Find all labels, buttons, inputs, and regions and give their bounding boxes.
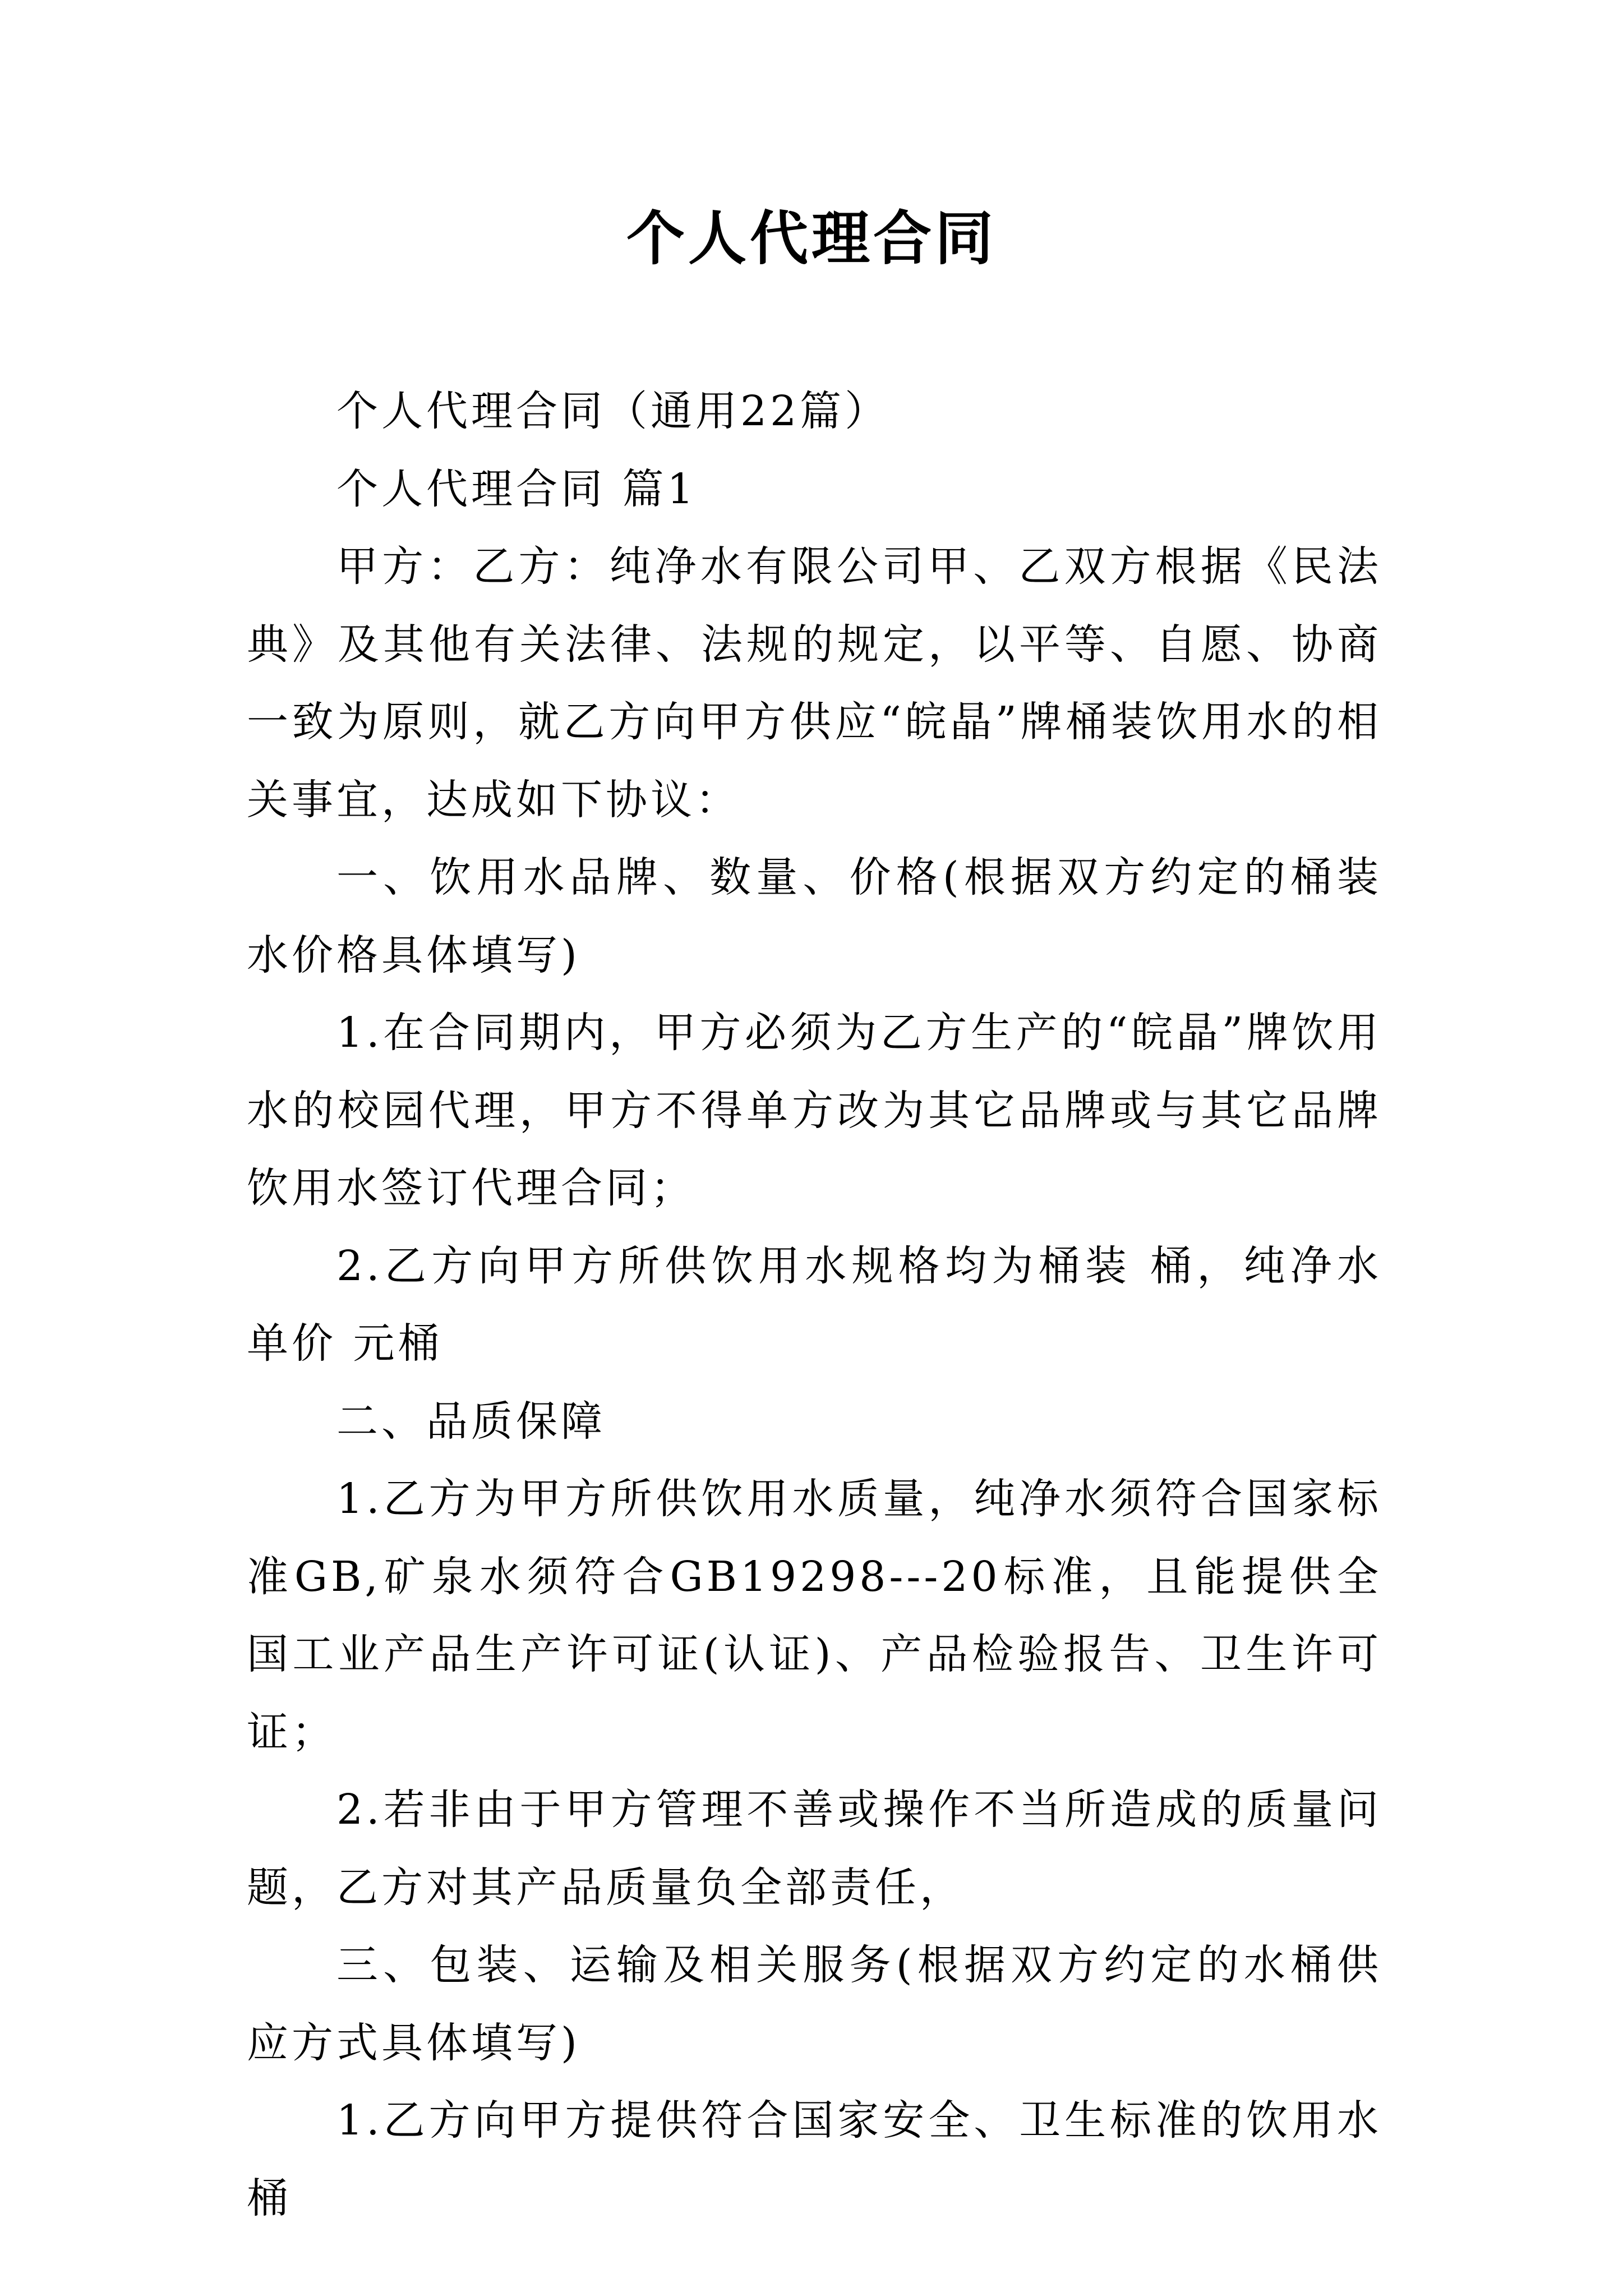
clause-item-paragraph: 1.乙方向甲方提供符合国家安全、卫生标准的饮用水桶 bbox=[247, 2096, 1382, 2223]
clause-item-paragraph: 1.在合同期内，甲方必须为乙方生产的“皖晶”牌饮用水的校园代理，甲方不得单方改为其它品牌或与其它品牌饮用水签订代理合同； bbox=[247, 1009, 1382, 1212]
clause-item-paragraph: 2.若非由于甲方管理不善或操作不当所造成的质量问题，乙方对其产品质量负全部责任， bbox=[247, 1786, 1382, 1912]
clause-heading-paragraph: 三、包装、运输及相关服务(根据双方约定的水桶供应方式具体填写) bbox=[247, 1941, 1382, 2067]
clause-heading-paragraph: 二、品质保障 bbox=[336, 1397, 606, 1446]
document-title: 个人代理合同 bbox=[626, 204, 997, 273]
document-body bbox=[247, 372, 1382, 2237]
clause-item-paragraph: 2.乙方向甲方所供饮用水规格均为桶装 桶，纯净水单价 元桶 bbox=[247, 1241, 1382, 1368]
preamble-paragraph: 甲方：乙方：纯净水有限公司甲、乙双方根据《民法典》及其他有关法律、法规的规定，以平等、自愿、协商一致为原则，就乙方向甲方供应“皖晶”牌桶装饮用水的相关事宜，达成如下协议： bbox=[247, 542, 1382, 824]
clause-heading-paragraph: 一、饮用水品牌、数量、价格(根据双方约定的桶装水价格具体填写) bbox=[247, 853, 1382, 979]
section-heading-paragraph: 个人代理合同 篇1 bbox=[336, 464, 697, 513]
subtitle-paragraph: 个人代理合同（通用22篇） bbox=[336, 387, 890, 435]
clause-item-paragraph: 1.乙方为甲方所供饮用水质量，纯净水须符合国家标准GB,矿泉水须符合GB19298---20标准，且能提供全国工业产品生产许可证(认证)、产品检验报告、卫生许可证； bbox=[247, 1475, 1382, 1756]
